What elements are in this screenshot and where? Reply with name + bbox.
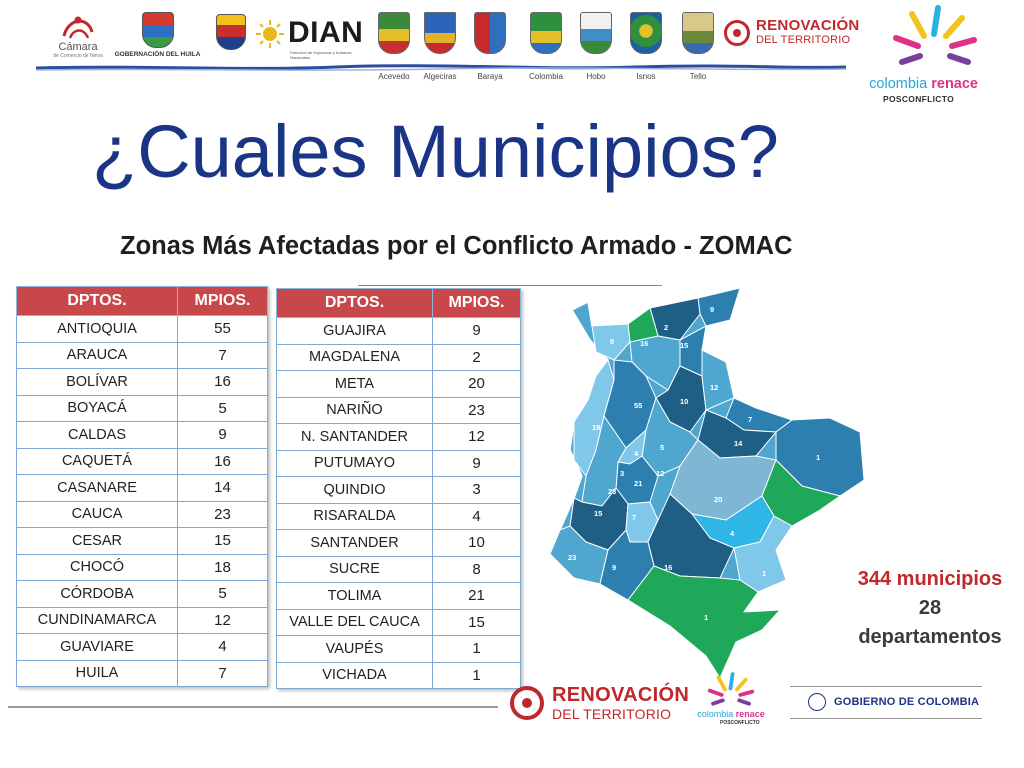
table-row bbox=[277, 318, 521, 345]
dept-cell: TOLIMA bbox=[277, 583, 433, 610]
map-label: 7 bbox=[632, 513, 637, 522]
dept-cell: SANTANDER bbox=[277, 530, 433, 557]
map-label: 14 bbox=[734, 439, 743, 448]
footer-renovacion-logo bbox=[510, 684, 690, 726]
table-row bbox=[17, 448, 268, 475]
mun-count-cell: 23 bbox=[178, 501, 268, 528]
map-label: 16 bbox=[640, 339, 649, 348]
mun-column-header: MPIOS. bbox=[178, 287, 268, 316]
mun-count-cell: 15 bbox=[433, 609, 521, 636]
camara-word: Cámara bbox=[58, 41, 98, 53]
dept-cell: MAGDALENA bbox=[277, 344, 433, 371]
dept-cell: CASANARE bbox=[17, 475, 178, 502]
renovacion-line2: DEL TERRITORIO bbox=[756, 34, 851, 46]
map-label: 21 bbox=[634, 479, 643, 488]
table-row bbox=[17, 634, 268, 661]
tello-shield-icon bbox=[682, 12, 714, 54]
mun-count-cell: 7 bbox=[178, 660, 268, 687]
dian-sub: Dirección de Impuestos y Aduanas Nacionales bbox=[290, 50, 352, 60]
mun-count-cell: 16 bbox=[178, 369, 268, 396]
table-row bbox=[17, 501, 268, 528]
map-label: 20 bbox=[714, 495, 723, 504]
table-row bbox=[17, 528, 268, 555]
header-brush-line bbox=[36, 64, 846, 72]
dept-cell: SUCRE bbox=[277, 556, 433, 583]
colombia-zomac-map bbox=[530, 280, 890, 700]
gobernacion-huila-logo bbox=[110, 12, 205, 58]
map-label: 3 bbox=[620, 469, 625, 478]
gobierno-seal-icon bbox=[808, 693, 826, 711]
mun-count-cell: 12 bbox=[178, 607, 268, 634]
table-row bbox=[277, 450, 521, 477]
huila-crest-icon bbox=[142, 12, 174, 48]
table-row bbox=[277, 344, 521, 371]
mun-count-cell: 12 bbox=[433, 424, 521, 451]
mun-count-cell: 2 bbox=[433, 344, 521, 371]
camara-logo bbox=[52, 12, 104, 59]
renace-rays-icon bbox=[706, 672, 756, 708]
renace-word1: colombia bbox=[869, 76, 928, 92]
mun-count-cell: 15 bbox=[178, 528, 268, 555]
departments-table-left bbox=[16, 286, 268, 687]
map-label: 15 bbox=[594, 509, 603, 518]
mun-count-cell: 5 bbox=[178, 581, 268, 608]
map-label: 12 bbox=[710, 383, 719, 392]
mun-count-cell: 8 bbox=[433, 556, 521, 583]
renovacion-line1: RENOVACIÓN bbox=[756, 17, 860, 34]
map-label: 9 bbox=[612, 563, 617, 572]
dept-cell: CHOCÓ bbox=[17, 554, 178, 581]
mun-count-cell: 55 bbox=[178, 316, 268, 343]
mun-count-cell: 7 bbox=[178, 342, 268, 369]
acevedo-label: Acevedo bbox=[378, 72, 410, 81]
footer-gob-line-top bbox=[790, 686, 982, 687]
hobo-label: Hobo bbox=[586, 72, 606, 81]
table-row bbox=[17, 475, 268, 502]
dept-column-header: DPTOS. bbox=[277, 289, 433, 318]
renace-sub: POSCONFLICTO bbox=[883, 94, 954, 104]
dept-cell: VAUPÉS bbox=[277, 636, 433, 663]
mun-count-cell: 21 bbox=[433, 583, 521, 610]
dept-cell: BOLÍVAR bbox=[17, 369, 178, 396]
mun-count-cell: 5 bbox=[178, 395, 268, 422]
mun-count-cell: 1 bbox=[433, 662, 521, 689]
dept-cell: GUAVIARE bbox=[17, 634, 178, 661]
mun-count-cell: 9 bbox=[178, 422, 268, 449]
dept-cell: GUAJIRA bbox=[277, 318, 433, 345]
acevedo-shield-icon bbox=[378, 12, 410, 54]
map-label: 4 bbox=[730, 529, 735, 538]
dept-cell: CAQUETÁ bbox=[17, 448, 178, 475]
dept-cell: META bbox=[277, 371, 433, 398]
map-label: 4 bbox=[634, 449, 639, 458]
renace-wordmark bbox=[676, 709, 786, 719]
renovacion-line1: RENOVACIÓN bbox=[552, 684, 690, 706]
dept-cell: HUILA bbox=[17, 660, 178, 687]
colombia-renace-logo bbox=[850, 4, 1000, 104]
map-label: 1 bbox=[816, 453, 821, 462]
dept-cell: NARIÑO bbox=[277, 397, 433, 424]
map-label: 1 bbox=[704, 613, 709, 622]
municipal-crests bbox=[372, 12, 724, 84]
table-row bbox=[277, 636, 521, 663]
dept-cell: VALLE DEL CAUCA bbox=[277, 609, 433, 636]
table-row bbox=[277, 477, 521, 504]
table-row bbox=[17, 607, 268, 634]
table-row bbox=[17, 660, 268, 687]
stats-municipios: 344 municipios bbox=[857, 568, 1003, 590]
dept-cell: RISARALDA bbox=[277, 503, 433, 530]
mun-count-cell: 23 bbox=[433, 397, 521, 424]
mun-column-header: MPIOS. bbox=[433, 289, 521, 318]
neiva-crest-icon bbox=[216, 14, 246, 50]
dept-cell: ARAUCA bbox=[17, 342, 178, 369]
table-row bbox=[17, 342, 268, 369]
dept-cell: VICHADA bbox=[277, 662, 433, 689]
colombia-shield-icon bbox=[530, 12, 562, 54]
renace-sub: POSCONFLICTO bbox=[720, 720, 760, 726]
dept-column-header: DPTOS. bbox=[17, 287, 178, 316]
renovacion-seal-icon bbox=[724, 20, 750, 46]
stats-departamentos: departamentos bbox=[858, 626, 1002, 648]
table-row bbox=[277, 424, 521, 451]
table-row bbox=[17, 316, 268, 343]
table-row bbox=[17, 422, 268, 449]
algeciras-label: Algeciras bbox=[423, 72, 457, 81]
map-label: 55 bbox=[634, 401, 643, 410]
dept-cell: QUINDIO bbox=[277, 477, 433, 504]
map-label: 10 bbox=[680, 397, 689, 406]
map-label: 5 bbox=[660, 443, 665, 452]
dept-cell: ANTIOQUIA bbox=[17, 316, 178, 343]
table-row bbox=[17, 554, 268, 581]
map-label: 7 bbox=[748, 415, 753, 424]
map-label: 12 bbox=[656, 469, 665, 478]
footer-renace-logo bbox=[676, 672, 786, 732]
mun-count-cell: 16 bbox=[178, 448, 268, 475]
departments-table-right bbox=[276, 288, 521, 689]
mun-count-cell: 10 bbox=[433, 530, 521, 557]
mun-count-cell: 9 bbox=[433, 450, 521, 477]
renovacion-text bbox=[756, 18, 860, 48]
isnos-label: Isnos bbox=[636, 72, 656, 81]
dept-cell: CAUCA bbox=[17, 501, 178, 528]
baraya-label: Baraya bbox=[477, 72, 503, 81]
page-title: ¿Cuales Municipios? bbox=[92, 110, 779, 193]
dept-cell: PUTUMAYO bbox=[277, 450, 433, 477]
dept-cell: BOYACÁ bbox=[17, 395, 178, 422]
camara-mark-icon bbox=[58, 12, 98, 42]
renovacion-line2: DEL TERRITORIO bbox=[552, 706, 672, 722]
table-header-row bbox=[277, 289, 521, 318]
map-label: 2 bbox=[664, 323, 669, 332]
table-row bbox=[277, 609, 521, 636]
page-subtitle: Zonas Más Afectadas por el Conflicto Armado - ZOMAC bbox=[120, 232, 793, 260]
renace-word2: renace bbox=[735, 709, 765, 719]
tello-label: Tello bbox=[689, 72, 707, 81]
gobierno-colombia-logo bbox=[808, 692, 988, 714]
mun-count-cell: 4 bbox=[178, 634, 268, 661]
summary-stats bbox=[840, 565, 1020, 652]
dept-cell: N. SANTANDER bbox=[277, 424, 433, 451]
table-row bbox=[17, 581, 268, 608]
renace-wordmark bbox=[869, 76, 978, 92]
stats-count: 28 bbox=[918, 597, 942, 619]
mun-count-cell: 9 bbox=[433, 318, 521, 345]
table-row bbox=[277, 397, 521, 424]
map-label: 15 bbox=[680, 341, 689, 350]
table-row bbox=[17, 395, 268, 422]
camara-sub: de Comercio de Neiva bbox=[53, 53, 103, 59]
colombia-label: Colombia bbox=[529, 72, 563, 81]
renovacion-seal-icon bbox=[510, 686, 544, 720]
mun-count-cell: 14 bbox=[178, 475, 268, 502]
map-region-guajira bbox=[698, 288, 740, 326]
footer-gob-line-bottom bbox=[790, 718, 982, 719]
table-row bbox=[277, 530, 521, 557]
table-row bbox=[277, 556, 521, 583]
gobierno-label: GOBIERNO DE COLOMBIA bbox=[834, 696, 980, 708]
table-row bbox=[277, 583, 521, 610]
dept-cell: CALDAS bbox=[17, 422, 178, 449]
renace-rays-icon bbox=[890, 4, 980, 70]
dian-sun-icon bbox=[256, 20, 286, 48]
map-label: 9 bbox=[710, 305, 715, 314]
table-row bbox=[277, 503, 521, 530]
mun-count-cell: 18 bbox=[178, 554, 268, 581]
renace-word1: colombia bbox=[697, 709, 734, 719]
map-label: 18 bbox=[592, 423, 601, 432]
renace-word2: renace bbox=[931, 76, 978, 92]
map-label: 8 bbox=[610, 337, 615, 346]
dian-word: DIAN bbox=[288, 16, 364, 49]
baraya-shield-icon bbox=[474, 12, 506, 54]
dept-cell: CÓRDOBA bbox=[17, 581, 178, 608]
isnos-shield-icon bbox=[630, 12, 662, 54]
map-label: 16 bbox=[664, 563, 673, 572]
mun-count-cell: 20 bbox=[433, 371, 521, 398]
footer-divider bbox=[8, 706, 498, 708]
table-row bbox=[17, 369, 268, 396]
renovacion-text bbox=[552, 686, 689, 724]
mun-count-cell: 4 bbox=[433, 503, 521, 530]
table-row bbox=[277, 371, 521, 398]
algeciras-shield-icon bbox=[424, 12, 456, 54]
table-row bbox=[277, 662, 521, 689]
dept-cell: CESAR bbox=[17, 528, 178, 555]
hobo-shield-icon bbox=[580, 12, 612, 54]
mun-count-cell: 1 bbox=[433, 636, 521, 663]
table-header-row bbox=[17, 287, 268, 316]
map-label: 23 bbox=[608, 487, 617, 496]
mun-count-cell: 3 bbox=[433, 477, 521, 504]
gobernacion-label: GOBERNACIÓN DEL HUILA bbox=[114, 51, 201, 58]
map-label: 23 bbox=[568, 553, 577, 562]
dept-cell: CUNDINAMARCA bbox=[17, 607, 178, 634]
map-label: 1 bbox=[762, 569, 767, 578]
